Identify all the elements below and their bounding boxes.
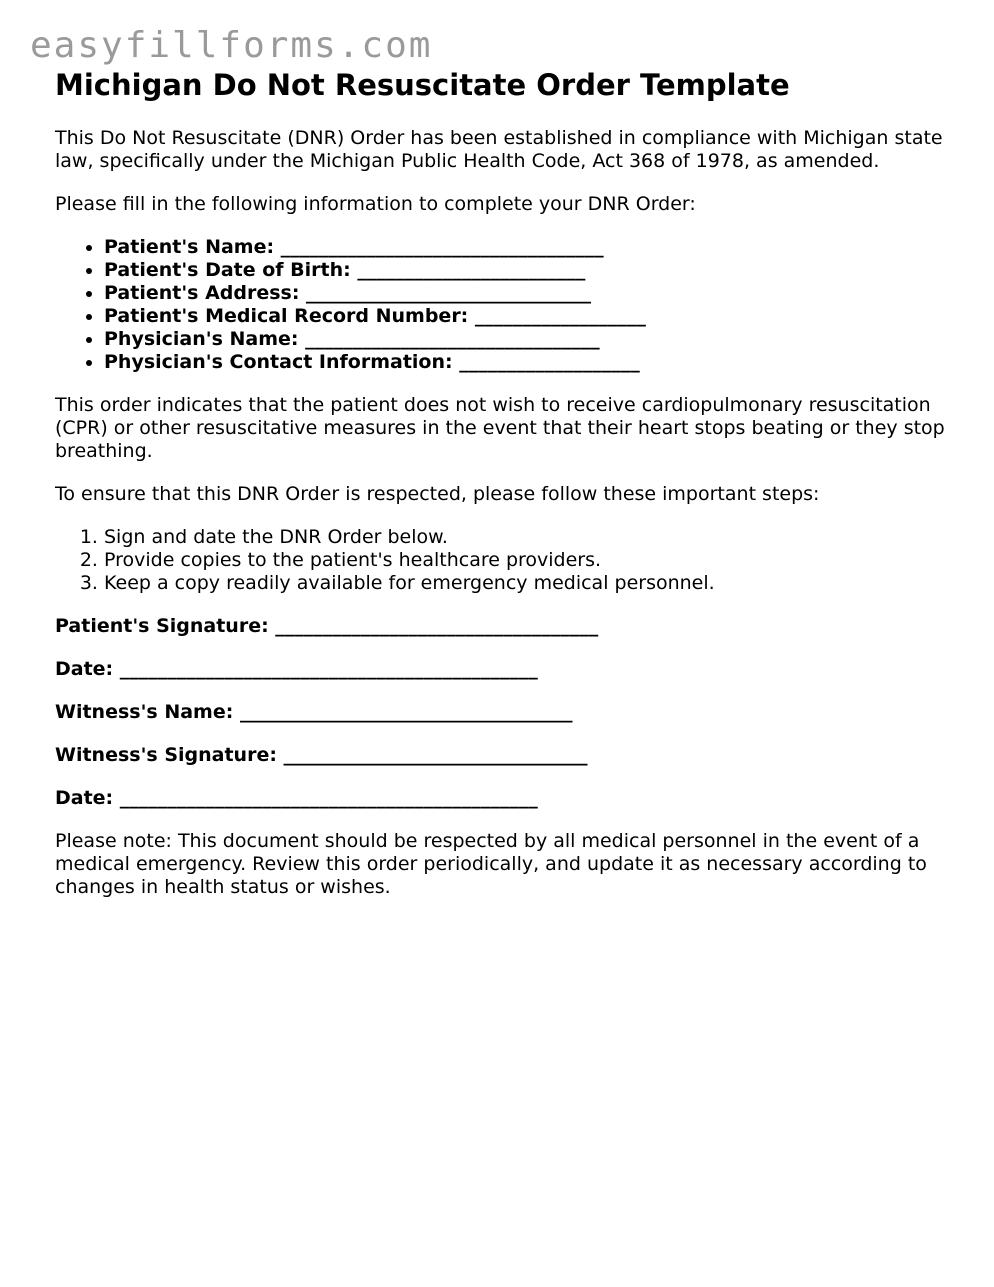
step-item: 1. Sign and date the DNR Order below. <box>104 526 945 549</box>
intro-paragraph: This Do Not Resuscitate (DNR) Order has been established in compliance with Michigan state law, specifically under the Michigan Public Health Code, Act 368 of 1978, as amended. <box>55 126 943 172</box>
info-field-list <box>55 236 945 374</box>
field-physician-name[interactable]: • Physician's Name: _______________________________ <box>104 328 945 351</box>
step-item: 3. Keep a copy readily available for emergency medical personnel. <box>104 572 945 595</box>
step-item: 2. Provide copies to the patient's healthcare providers. <box>104 549 945 572</box>
patient-date-line[interactable]: Date: ____________________________________________ <box>55 657 538 680</box>
field-patient-name[interactable]: • Patient's Name: __________________________________ <box>104 236 945 259</box>
closing-note: Please note: This document should be respected by all medical personnel in the event of a medical emergency. Review this order periodically, and update it as necessary according to changes in health status or wishes. <box>55 829 927 898</box>
witness-signature-line[interactable]: Witness's Signature: ________________________________ <box>55 743 588 766</box>
steps-intro: To ensure that this DNR Order is respected, please follow these important steps: <box>55 482 820 505</box>
steps-list <box>55 526 945 595</box>
instruction-paragraph: Please fill in the following information to complete your DNR Order: <box>55 192 696 215</box>
patient-signature-line[interactable]: Patient's Signature: __________________________________ <box>55 614 599 637</box>
field-patient-dob[interactable]: • Patient's Date of Birth: ________________________ <box>104 259 945 282</box>
field-medical-record-number[interactable]: • Patient's Medical Record Number: __________________ <box>104 305 945 328</box>
field-patient-address[interactable]: • Patient's Address: ______________________________ <box>104 282 945 305</box>
watermark: easyfillforms.com <box>30 25 433 66</box>
order-statement: This order indicates that the patient does not wish to receive cardiopulmonary resuscitation (CPR) or other resuscitative measures in the event that their heart stops beating or they stop breathing. <box>55 393 945 462</box>
witness-name-line[interactable]: Witness's Name: ___________________________________ <box>55 700 573 723</box>
document-body <box>55 68 945 919</box>
page-title: Michigan Do Not Resuscitate Order Template <box>55 68 790 102</box>
witness-date-line[interactable]: Date: ____________________________________________ <box>55 786 538 809</box>
field-physician-contact[interactable]: • Physician's Contact Information: ___________________ <box>104 351 945 374</box>
